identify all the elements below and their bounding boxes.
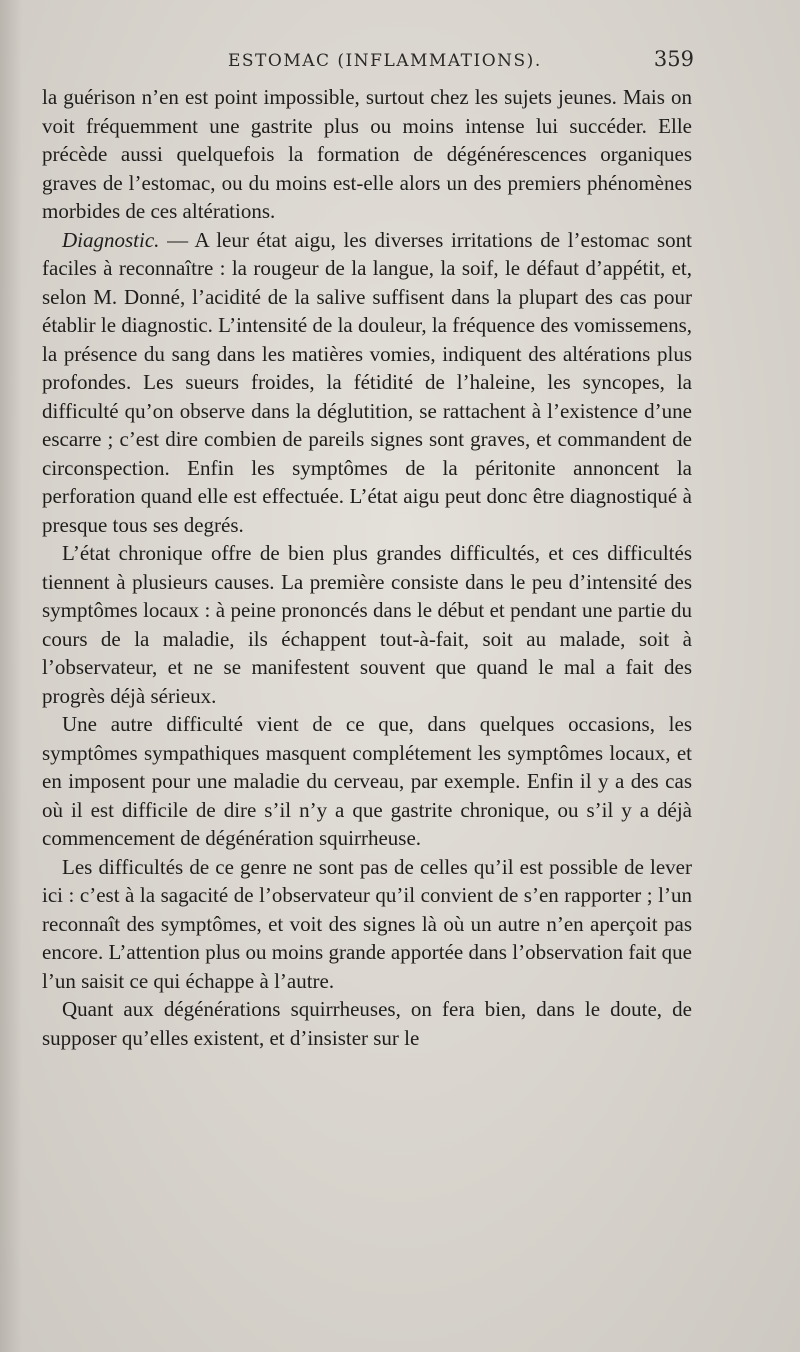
running-title: ESTOMAC (INFLAMMATIONS). [228, 51, 542, 71]
paragraph-6 [42, 995, 692, 1052]
paragraph-3-text: L’état chronique offre de bien plus grandes difficultés, et ces difficultés tiennent à plusieurs causes. La première consiste dans le peu d’intensité des symptômes locaux : à peine prononcés dans le début et pendant une partie du cours de la maladie, ils échappent tout-à-fait, soit au malade, soit à l’observateur, et ne se manifestent souvent que quand le mal a fait des progrès déjà sérieux. [42, 541, 692, 708]
paragraph-6-text: Quant aux dégénérations squirrheuses, on fera bien, dans le doute, de supposer qu’elles existent, et d’insister sur le [42, 997, 692, 1050]
paragraph-1-text: la guérison n’en est point impossible, surtout chez les sujets jeunes. Mais on voit fréquemment une gastrite plus ou moins intense lui succéder. Elle précède aussi quelquefois la formation de dégénérescences organiques graves de l’estomac, ou du moins est-elle alors un des premiers phénomènes morbides de ces altérations. [42, 85, 692, 223]
paragraph-2-text: — A leur état aigu, les diverses irritations de l’estomac sont faciles à reconnaître : la rougeur de la langue, la soif, le défaut d’appétit, et, selon M. Donné, l’acidité de la salive suffisent dans la plupart des cas pour établir le diagnostic. L’intensité de la douleur, la fréquence des vomissemens, la présence du sang dans les matières vomies, indiquent des altérations plus profondes. Les sueurs froides, la fétidité de l’haleine, les syncopes, la difficulté qu’on observe dans la déglutition, se rattachent à l’existence d’une escarre ; c’est dire combien de pareils signes sont graves, et commandent de circonspection. Enfin les symptômes de la péritonite annoncent la perforation quand elle est effectuée. L’état aigu peut donc être diagnostiqué à presque tous ses degrés. [42, 227, 692, 537]
section-lead-diagnostic: Diagnostic. [62, 227, 160, 252]
paragraph-4-text: Une autre difficulté vient de ce que, dans quelques occasions, les symptômes sympathiques masquent complétement les symptômes locaux, et en imposent pour une maladie du cerveau, par exemple. Enfin il y a des cas où il est difficile de dire s’il n’y a que gastrite chronique, ou s’il y a déjà commencement de dégénération squirrheuse. [42, 712, 692, 850]
paragraph-5-text: Les difficultés de ce genre ne sont pas de celles qu’il est possible de lever ici : c’est à la sagacité de l’observateur qu’il convient de s’en rapporter ; l’un reconnaît des symptômes, et voit des signes là où un autre n’en aperçoit pas encore. L’attention plus ou moins grande apportée dans l’observation fait que l’un saisit ce qui échappe à l’autre. [42, 854, 692, 993]
page-header [40, 47, 696, 77]
paragraph-3 [42, 539, 692, 710]
page-gutter-shadow [0, 0, 22, 1352]
body-text [42, 83, 692, 1052]
page-number: 359 [653, 47, 694, 71]
paragraph-1 [42, 83, 692, 226]
paragraph-5 [42, 853, 692, 996]
paragraph-4 [42, 710, 692, 853]
paragraph-2 [42, 226, 692, 540]
